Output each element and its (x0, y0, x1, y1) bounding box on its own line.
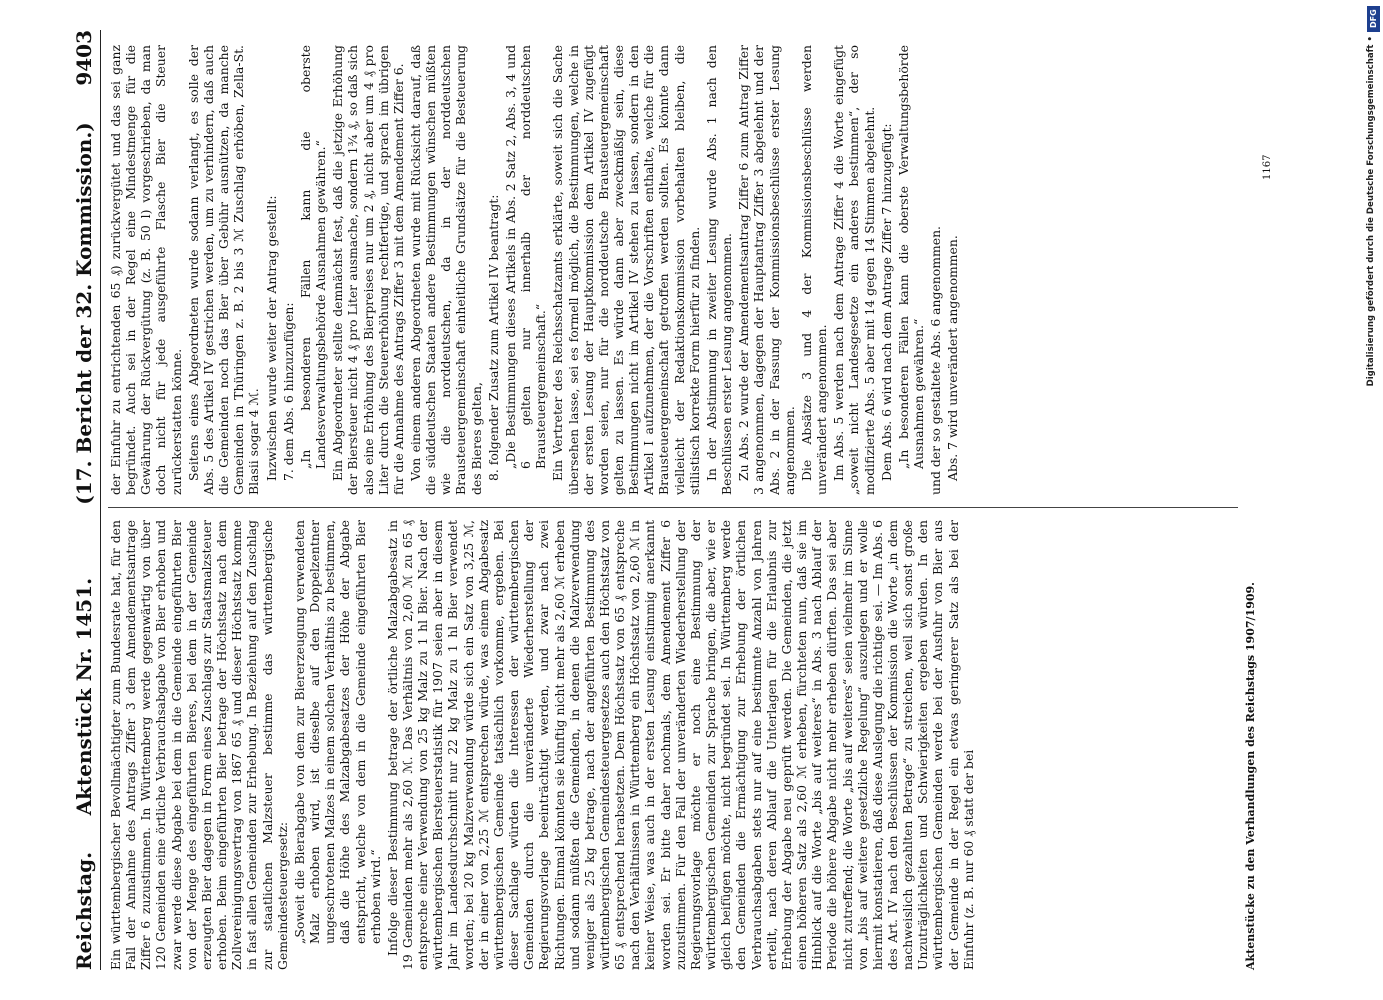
side-strip (1366, 0, 1382, 1000)
paragraph: Im Abs. 5 werden nach dem Antrage Ziffer 4 die Worte eingefügt „soweit nicht Landesgesetze ein anderes bestimmen“, der so modifizierte Abs. 5 aber mit 14 gegen 14 Stimmen abgelehnt. (831, 45, 877, 495)
digitization-note: Digitalisierung gefördert durch die Deutsche Forschungsgemeinschaft • (1366, 36, 1376, 387)
dfg-logo: DFG (1367, 6, 1380, 32)
paragraph: der Einfuhr zu entrichtenden 65 ₰) zurückvergütet und das sei ganz begründet. Auch sei in der Regel eine Mindestmenge für die Gewährung der Rückvergütung (z. B. 50 l) vorgeschrieben, da man doch nicht für jede ausgeführte Flasche Bier die Steuer zurückerstatten könne. (108, 45, 184, 495)
left-column (108, 520, 1238, 970)
bottom-page-number: 1167 (1262, 154, 1273, 180)
column-divider (108, 507, 1238, 508)
header-aktenstueck: Aktenstück Nr. 1451. (72, 577, 96, 816)
paragraph: 8. folgender Zusatz zum Artikel IV beantragt: (485, 194, 501, 481)
paragraph: 7. dem Abs. 6 hinzuzufügen: (280, 302, 296, 481)
paragraph: Ein württembergischer Bevollmächtigter zum Bundesrate hat, für den Fall der Annahme des Antrags Ziffer 3 dem Amendementsantrage Ziffer 6 zuzustimmen. In Württemberg werde gegenwärtig von über 120 Gemeinden eine örtliche Verbrauchsabgabe von Bier erhoben und zwar werde diese Abgabe bei dem in die Gemeinde eingeführten Bier von der Menge des eingeführten Bieres, bei dem in der Gemeinde erzeugten Bier dagegen in Form eines Zuschlags zur Staatsmalzsteuer erhoben. Beim eingeführten Bier betrage der Höchstsatz nach dem Zollvereinigungsvertrag von 1867 65 ₰ und dieser Höchstsatz komme in fast allen Gemeinden zur Erhebung. In Beziehung auf den Zuschlag zur staatlichen Malzsteuer bestimme das württembergische Gemeindesteuergesetz: (108, 520, 290, 970)
page-header (60, 30, 101, 970)
paragraph: In der Abstimmung in zweiter Lesung wurde Abs. 1 nach den Beschlüssen erster Lesung angenommen. (703, 45, 735, 495)
paragraph: Inzwischen wurde weiter der Antrag gestellt: (263, 195, 279, 481)
paragraph: „Die Bestimmungen dieses Artikels in Abs. 2 Satz 2, Abs. 3, 4 und 6 gelten nur innerhalb der norddeutschen Brausteuergemeinschaft.“ (502, 45, 549, 469)
paragraph: „In besonderen Fällen kann die oberste Verwaltungsbehörde Ausnahmen gewähren.“ (895, 45, 926, 469)
paragraph: „Soweit die Bierabgabe von dem zur Biererzeugung verwendeten Malz erhoben wird, ist dieselbe auf den Doppelzentner ungeschrotenen Malzes in einem solchen Verhältnis zu bestimmen, daß die Höhe des Malzabgabesatzes der Höhe der Abgabe entspricht, welche von dem in die Gemeinde eingeführten Bier erhoben wird.“ (291, 520, 383, 944)
paragraph: Ein Vertreter des Reichsschatzamts erklärte, soweit sich die Sache übersehen lasse, sei es formell möglich, die Bestimmungen, welche in der ersten Lesung der Hauptkommission dem Artikel IV zugefügt worden seien, nur für die norddeutsche Brausteuergemeinschaft gelten zu lassen. Es würde dann aber zweckmäßig sein, diese Bestimmungen nicht im Artikel IV stehen zu lassen, sondern in den Artikel I aufzunehmen, der die Vorschriften enthalte, welche für die Brausteuergemeinschaft getroffen werden sollten. Es könnte dann vielleicht der Redaktionskommission vorbehalten bleiben, die stilistisch korrekte Form hierfür zu finden. (550, 45, 702, 495)
paragraph: Zu Abs. 2 wurde der Amendementsantrag Ziffer 6 zum Antrag Ziffer 3 angenommen, dagegen der Hauptantrag Ziffer 3 abgelehnt und der Abs. 2 in der Fassung der Kommissionsbeschlüsse erster Lesung angenommen. (736, 45, 797, 495)
paragraph: „In besonderen Fällen kann die oberste Landesverwaltungsbehörde Ausnahmen gewähren.“ (297, 45, 329, 469)
header-bericht: (17. Bericht der 32. Kommission.) (72, 122, 96, 505)
paragraph: Seitens eines Abgeordneten wurde sodann verlangt, es solle der Abs. 5 des Artikel IV gestrichen werden, um zu verhindern, daß auch die Gemeinden noch das Bier über Gebühr ausnützen, da manche Gemeinden in Thüringen z. B. 2 bis 3 ℳ Zuschlag erhöben, Zella-St. Blasii sogar 4 ℳ. (185, 45, 262, 495)
paragraph: Die Absätze 3 und 4 der Kommissionsbeschlüsse werden unverändert angenommen. (798, 45, 830, 495)
header-page-number: 9403 (72, 29, 96, 86)
page-footer: Aktenstücke zu den Verhandlungen des Reichstags 1907/1909. (1244, 582, 1257, 970)
paragraph: Abs. 7 wird unverändert angenommen. (945, 235, 961, 481)
header-reichstag: Reichstag. (72, 851, 96, 970)
paragraph: Von einem anderen Abgeordneten wurde mit Rücksicht darauf, daß die süddeutschen Staaten andere Bestimmungen wünschen müßten wie die norddeutschen, da in der norddeutschen Brausteuergemeinschaft einheitliche Grundsätze für die Besteuerung des Bieres gelten, (407, 45, 484, 495)
paragraph: Infolge dieser Bestimmung betrage der örtliche Malzabgabesatz in 19 Gemeinden mehr als 2,60 ℳ. Das Verhältnis von 2,60 ℳ zu 65 ₰ entspreche einer Verwendung von 25 kg Malz zu 1 hl Bier. Nach der württembergischen Biersteuerstatistik für 1907 seien aber in diesem Jahr im Landesdurchschnitt nur 22 kg Malz zu 1 hl Bier verwendet worden; bei 20 kg Malzverwendung würde sich ein Satz von 3,25 ℳ, der in einer von 2,25 ℳ entsprechen würde, was einem Abgabesatz württembergischen Gemeinde tatsächlich vorkomme, ergeben. Bei dieser Sachlage würden die Interessen der württembergischen Gemeinden durch die unveränderte Wiederherstellung der Regierungsvorlage beeinträchtigt werden, und zwar nach zwei Richtungen. Einmal könnten sie künftig nicht mehr als 2,60 ℳ erheben und sodann müßten die Gemeinden, in denen die Malzverwendung weniger als 25 kg betrage, nach der angeführten Bestimmung des württembergischen Gemeindesteuergesetzes auch den Höchstsatz von 65 ₰ entsprechend herabsetzen. Dem Höchstsatz von 65 ₰ entspreche nach den Verhältnissen in Württemberg ein Höchstsatz von 2,60 ℳ in keiner Weise, was auch in der ersten Lesung einstimmig anerkannt worden sei. Er bitte daher nochmals, dem Amendement Ziffer 6 zuzustimmen. Für den Fall der unveränderten Wiederherstellung der Regierungsvorlage möchte er noch eine Bestimmung der württembergischen Gemeinden zur Sprache bringen, die aber, wie er gleich beifügen möchte, nicht begründet sei. In Württemberg werde den Gemeinden die Ermächtigung zur Erhebung der örtlichen Verbrauchsabgaben stets nur auf eine bestimmte Anzahl von Jahren erteilt, nach deren Ablauf die Unterlagen für die Erlaubnis zur Erhebung der Abgabe neu geprüft werden. Die Gemeinden, die jetzt einen höheren Satz als 2,60 ℳ erheben, fürchteten nun, daß sie im Hinblick auf die Worte „bis auf weiteres“ in Abs. 3 nach Ablauf der Periode die höhere Abgabe nicht mehr erheben dürften. Das sei aber nicht zutreffend; die Worte „bis auf weiteres“ seien vielmehr im Sinne von „bis auf weitere gesetzliche Regelung“ auszulegen und er wolle hiermit konstatieren, daß diese Auslegung die richtige sei. — Im Abs. 6 des Art. IV nach den Beschlüssen der Kommission die Worte „in dem nachweislich gezahlten Betrage“ zu streichen, weil sich sonst große Unzuträglichkeiten und Schwierigkeiten ergeben würden. In den württembergischen Gemeinden werde bei der Ausfuhr von Bier aus der Gemeinde in der Regel ein etwas geringerer Satz als bei der Einfuhr (z. B. nur 60 ₰ statt der bei (384, 520, 976, 970)
paragraph: Ein Abgeordneter stellte demnächst fest, daß die jetzige Erhöhung der Biersteuer nicht 4 ₰ pro Liter ausmache, sondern 1¾ ₰, so daß sich also eine Erhöhung des Bierpreises nur um 2 ₰, nicht aber um 4 ₰ pro Liter durch die Steuererhöhung rechtfertige, und sprach im übrigen für die Annahme des Antrags Ziffer 3 mit dem Amendement Ziffer 6. (330, 45, 406, 495)
paragraph: und der so gestaltete Abs. 6 angenommen. (928, 226, 944, 495)
right-column (108, 45, 1238, 495)
paragraph: Dem Abs. 6 wird nach dem Antrage Ziffer 7 hinzugefügt: (878, 123, 894, 481)
